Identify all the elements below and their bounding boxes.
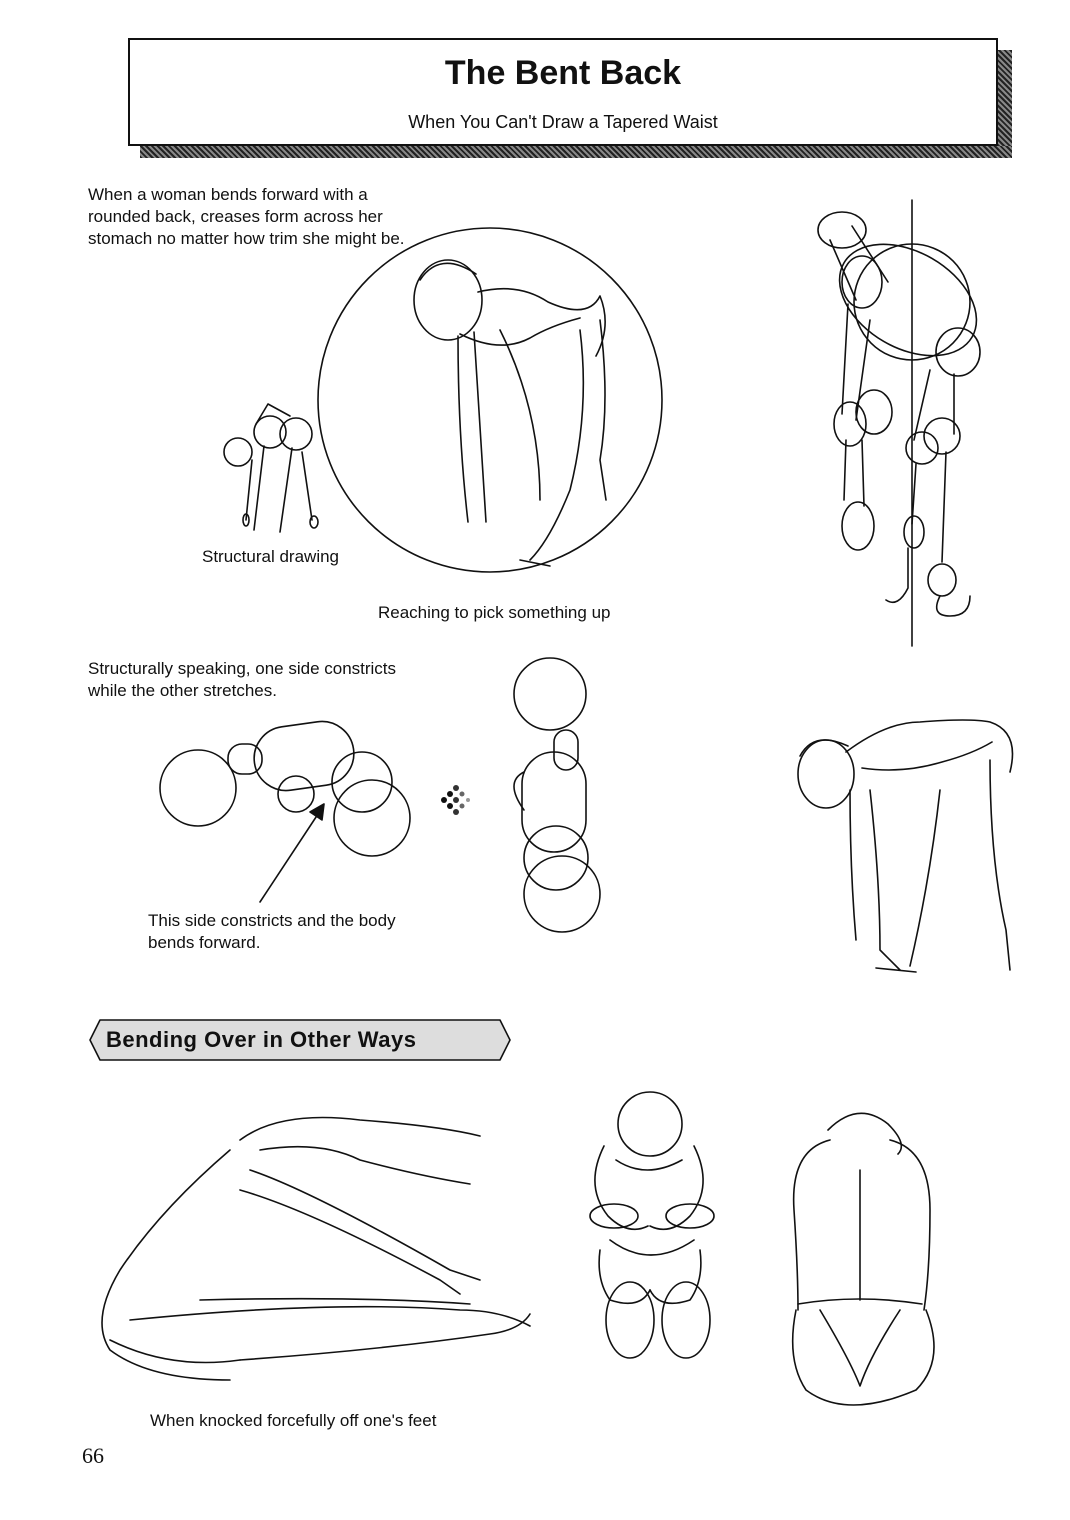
page-number: 66 xyxy=(82,1443,104,1468)
page-title: The Bent Back xyxy=(444,54,682,92)
section-title: Bending Over in Other Ways xyxy=(106,1027,417,1052)
knocked-caption: When knocked forcefully off one's feet xyxy=(150,1411,437,1430)
intro-caption: When a woman bends forward with a rounded back, creases form across her stomach no matter how trim she might be. xyxy=(88,185,405,248)
constricts-caption: This side constricts and the body bends forward. xyxy=(148,911,396,952)
structurally-caption: Structurally speaking, one side constricts while the other stretches. xyxy=(88,659,397,700)
reaching-caption: Reaching to pick something up xyxy=(378,603,611,622)
page-subtitle: When You Can't Draw a Tapered Waist xyxy=(408,112,718,132)
structural-caption: Structural drawing xyxy=(202,547,340,566)
